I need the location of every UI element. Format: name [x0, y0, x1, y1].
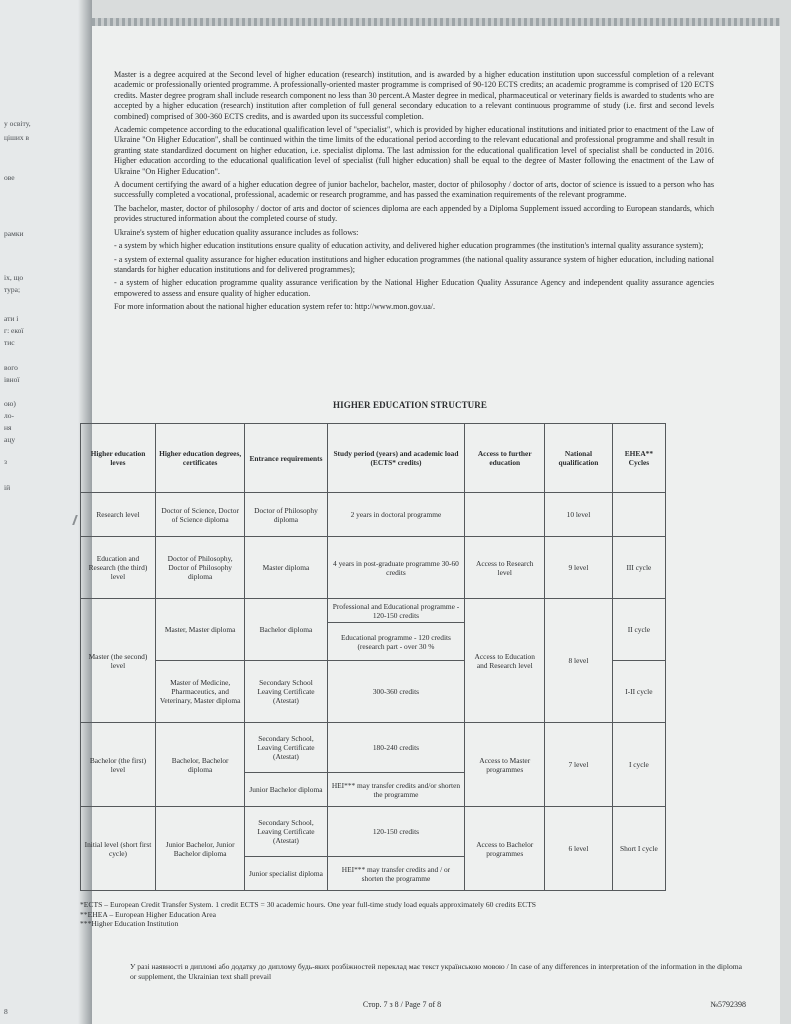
- cell-access: Access to Education and Research level: [465, 599, 545, 723]
- structure-table: [80, 423, 666, 891]
- table-row: [81, 493, 666, 537]
- header-cell: Higher education degrees, certificates: [155, 424, 244, 493]
- left-page-text: ою): [4, 399, 16, 408]
- paragraph-quality-verification: - a system of higher education programme quality assurance verification by the National Higher Education Quality Assurance Agency and independent quality assurance agencies empowered to assess and ensure quality of higher education.: [114, 278, 714, 298]
- cell-entrance: Secondary School, Leaving Certificate (Atestat): [245, 807, 327, 857]
- cell-cycle: I-II cycle: [612, 661, 665, 723]
- paragraph-specialist: Academic competence according to the educational qualification level of "specialist", which is provided by higher educational institutions and initiated prior to enactment of the Law of Ukraine "On Higher Education", shall be continued within the time limits of the educational period according to the relevant educational and professional programme and shall result in granting state standardized document on higher education, i.e. specialist diploma. The last admission for the educational qualification level of specialist shall be conducted in 2016. Higher education according to the educational qualification level of specialist (full higher education) shall be equal to the degree of Master following the enactment of the Law of Ukraine "On Higher Education".: [114, 125, 714, 176]
- cell-study: 300-360 credits: [327, 661, 465, 723]
- left-page-text: г: екої: [4, 326, 24, 335]
- language-note: У разі наявності в дипломі або додатку до диплому будь-яких розбіжностей переклад має текст українською мовою / In case of any differences in interpretation of the information in the diploma or supplement, the Ukrainian text shall prevail: [130, 962, 743, 981]
- cell-entrance: Bachelor diploma: [245, 599, 327, 661]
- cell-access: Access to Bachelor programmes: [465, 807, 545, 891]
- cell-entrance: Secondary School, Leaving Certificate (Atestat): [245, 723, 327, 773]
- page-number: Стор. 7 з 8 / Page 7 of 8: [362, 1000, 442, 1009]
- cell-access: Access to Master programmes: [465, 723, 545, 807]
- header-cell: Study period (years) and academic load (ECTS* credits): [327, 424, 465, 493]
- left-page-text: іх, що: [4, 273, 24, 282]
- serial-number: №5792398: [710, 1000, 746, 1009]
- cell-study: 4 years in post-graduate programme 30-60 credits: [327, 537, 465, 599]
- left-page-text: ове: [4, 173, 15, 182]
- footnote-ects: *ECTS – European Credit Transfer System. 1 credit ECTS = 30 academic hours. One year full-time study load equals approximately 60 credits ECTS: [80, 900, 537, 909]
- cell-study: HEI*** may transfer credits and/or shorten the programme: [327, 773, 465, 807]
- cell-cycle: [612, 493, 665, 537]
- cell-entrance: Junior specialist diploma: [245, 857, 327, 891]
- header-cell: National qualification: [545, 424, 613, 493]
- cell-degree: Doctor of Philosophy, Doctor of Philosophy diploma: [155, 537, 244, 599]
- body-text: [114, 70, 714, 316]
- header-cell: Entrance requirements: [245, 424, 327, 493]
- cell-study: 180-240 credits: [327, 723, 465, 773]
- cell-entrance: Secondary School Leaving Certificate (Atestat): [245, 661, 327, 723]
- cell-level: Education and Research (the third) level: [81, 537, 156, 599]
- page-top-border: [92, 18, 780, 26]
- cell-level: Master (the second) level: [81, 599, 156, 723]
- paragraph-quality-internal: - a system by which higher education institutions ensure quality of education activity, and delivered higher education programmes (the institution's internal quality assurance system);: [114, 241, 704, 251]
- left-page-text: ати і: [4, 314, 19, 323]
- cell-degree: Doctor of Science, Doctor of Science diploma: [155, 493, 244, 537]
- paragraph-supplement: The bachelor, master, doctor of philosophy / doctor of arts and doctor of sciences diploma are each appended by a Diploma Supplement issued according to European standards, which provides structured information about the completed course of study.: [114, 203, 714, 224]
- header-cell: EHEA** Cycles: [612, 424, 665, 493]
- left-page-strip: [0, 0, 92, 1024]
- footnote-hei: ***Higher Education Institution: [80, 919, 179, 929]
- paragraph-quality-intro: Ukraine's system of higher education quality assurance includes as follows:: [114, 227, 359, 237]
- left-page-text: ій: [4, 483, 11, 492]
- table-title: HIGHER EDUCATION STRUCTURE: [333, 400, 487, 410]
- paragraph-more-info: For more information about the national higher education system refer to: http://www.mon.gov.ua/.: [114, 302, 436, 312]
- cell-access: Access to Research level: [465, 537, 545, 599]
- left-page-text: ціших в: [4, 133, 30, 142]
- cell-cycle: II cycle: [612, 599, 665, 661]
- left-page-text: ня: [4, 423, 12, 432]
- left-page-text: вого: [4, 363, 18, 372]
- left-page-text: ацу: [4, 435, 16, 444]
- header-cell: Access to further education: [465, 424, 545, 493]
- cell-qualification: 6 level: [545, 807, 613, 891]
- cell-study: HEI*** may transfer credits and / or shorten the programme: [327, 857, 465, 891]
- left-page-text: з: [4, 457, 7, 466]
- footnotes: [80, 900, 680, 929]
- cell-cycle: I cycle: [612, 723, 665, 807]
- cell-cycle: III cycle: [612, 537, 665, 599]
- cell-entrance: Doctor of Philosophy diploma: [245, 493, 327, 537]
- paragraph-quality-external: - a system of external quality assurance for higher education institutions and higher education programmes (the national quality assurance system of higher education, including national standards for higher education institutions and for delivered programmes);: [114, 254, 714, 274]
- paragraph-master: Master is a degree acquired at the Second level of higher education (research) institution, and is awarded by a higher education institution upon successful completion of a relevant academic or professionally oriented programme. A professionally-oriented master programme is comprised of 90-120 ECTS credits; an academic programme is comprised of 120 ECTS credits. Master degree program shall include research component no less than 30 percent.A Master degree in medical, pharmaceutical or veterinary fields is awarded to students who are accepted by a higher education (research) institution after completion of full general secondary education to a relevant continuous programme of study (i.e. first and second levels combined) comprised of 300-360 ECTS credits, and is awarded upon its successful completion.: [114, 70, 714, 121]
- table-header-row: [81, 424, 666, 493]
- cell-level: Bachelor (the first) level: [81, 723, 156, 807]
- footnote-ehea: **EHEA – European Higher Education Area: [80, 909, 217, 919]
- table-row: [81, 599, 666, 623]
- cell-study: Educational programme - 120 credits (research part - over 30 %: [327, 623, 465, 661]
- left-page-text: ло-: [4, 411, 14, 420]
- cell-qualification: 8 level: [545, 599, 613, 723]
- cell-qualification: 10 level: [545, 493, 613, 537]
- table-row: [81, 807, 666, 857]
- left-page-text: 8: [4, 1007, 8, 1016]
- cell-study: Professional and Educational programme - 120-150 credits: [327, 599, 465, 623]
- cell-qualification: 9 level: [545, 537, 613, 599]
- cell-entrance: Junior Bachelor diploma: [245, 773, 327, 807]
- cell-level: Research level: [81, 493, 156, 537]
- left-page-text: тис: [4, 338, 15, 347]
- cell-degree: Junior Bachelor, Junior Bachelor diploma: [155, 807, 244, 891]
- cell-study: 120-150 credits: [327, 807, 465, 857]
- left-page-text: тура;: [4, 285, 21, 294]
- cell-cycle: Short I cycle: [612, 807, 665, 891]
- left-page-text: рамки: [4, 229, 24, 238]
- cell-level: Initial level (short first cycle): [81, 807, 156, 891]
- document-page: [80, 18, 780, 1024]
- table-row: [81, 537, 666, 599]
- cell-qualification: 7 level: [545, 723, 613, 807]
- cell-access: [465, 493, 545, 537]
- table-row: [81, 723, 666, 773]
- cell-degree: Bachelor, Bachelor diploma: [155, 723, 244, 807]
- cell-entrance: Master diploma: [245, 537, 327, 599]
- paragraph-document: A document certifying the award of a higher education degree of junior bachelor, bachelor, master, doctor of philosophy / doctor of arts, doctor of science is issued to a person who has successfully completed a vocational, professional, academic or research programme, and has passed the examination requirements of the relevant programme.: [114, 180, 714, 200]
- header-cell: Higher education leves: [81, 424, 156, 493]
- cell-degree: Master of Medicine, Pharmaceutics, and Veterinary, Master diploma: [155, 661, 244, 723]
- cell-study: 2 years in doctoral programme: [327, 493, 465, 537]
- left-page-text: у освіту,: [4, 119, 31, 128]
- left-page-text: івної: [4, 375, 20, 384]
- cell-degree: Master, Master diploma: [155, 599, 244, 661]
